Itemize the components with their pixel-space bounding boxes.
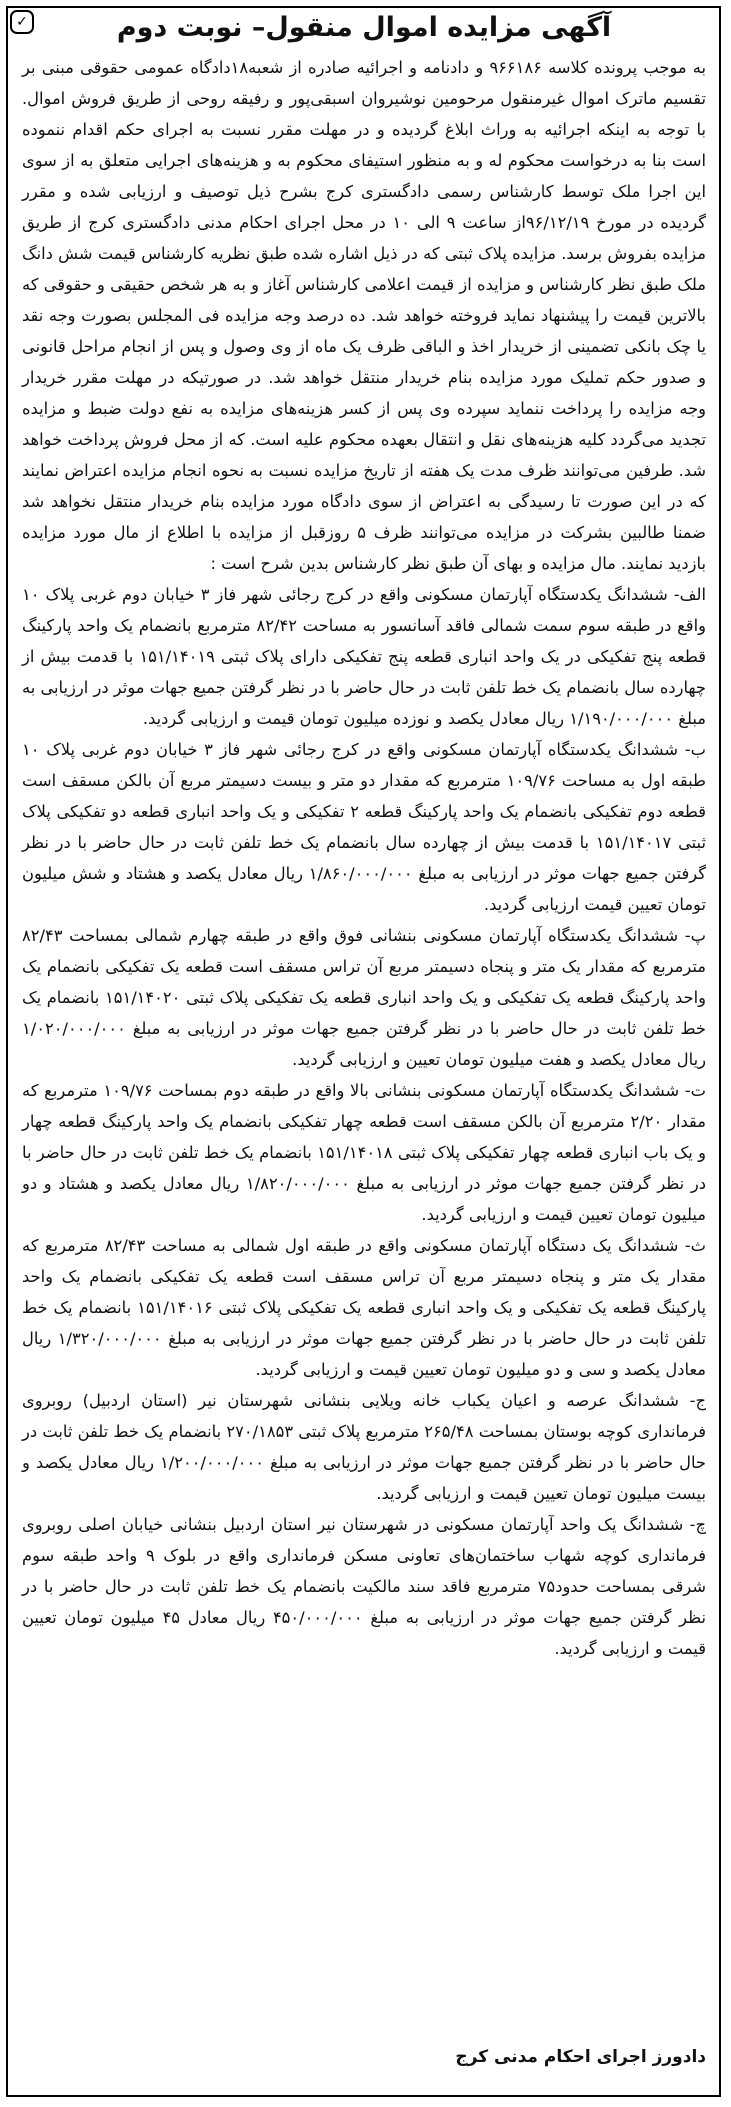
property-item-se: ث- ششدانگ یک دستگاه آپارتمان مسکونی واقع در طبقه اول شمالی به مساحت ۸۲/۴۳ مترمربع که مقدار یک متر و پنجاه دسیمتر مربع آن تراس مسقف است قطعه یک تفکیکی بانضمام یک واحد پارکینگ قطعه یک تفکیکی و یک واحد انباری قطعه یک تفکیکی پلاک ثبتی ۱۵۱/۱۴۰۱۶ بانضمام یک خط تلفن ثابت در حال حاضر با در نظر گرفتن جمیع جهات موثر در ارزیابی به مبلغ ۱/۳۲۰/۰۰۰/۰۰۰ ریال معادل یکصد و سی و دو میلیون تومان تعیین قیمت و ارزیابی گردید. <box>22 1236 706 1379</box>
property-list <box>22 579 706 1664</box>
notice-intro-paragraph: به موجب پرونده کلاسه ۹۶۶۱۸۶ و دادنامه و اجرائیه صادره از شعبه۱۸دادگاه عمومی حقوقی مبنی بر تقسیم ماترک اموال غیرمنقول مرحومین نوشیروان اسبقی‌پور و رفیقه روحی از طریق فروش اموال. با توجه به اینکه اجرائیه به وراث ابلاغ گردیده و در مهلت مقرر نسبت به اجرای حکم اقدام ننموده است بنا به درخواست محکوم له و به منظور استیفای محکوم به و هزینه‌های اجرایی متعلق به از سوی این اجرا ملک توسط کارشناس رسمی دادگستری کرج بشرح ذیل توصیف و ارزیابی شده و مقرر گردیده در مورخ ۹۶/۱۲/۱۹از ساعت ۹ الی ۱۰ در محل اجرای احکام مدنی دادگستری کرج از طریق مزایده بفروش برسد. مزایده پلاک ثبتی که در ذیل اشاره شده طبق نظریه کارشناس قیمت شش دانگ ملک طبق نظر کارشناس و مزایده از قیمت اعلامی کارشناس آغاز و به هر شخص حقیقی و حقوقی که بالاترین قیمت را پیشنهاد نماید فروخته خواهد شد. ده درصد وجه مزایده فی المجلس بصورت وجه نقد یا چک بانکی تضمینی از خریدار اخذ و الباقی ظرف یک ماه از وی وصول و پس از انجام مراحل قانونی و صدور حکم تملیک مورد مزایده بنام خریدار منتقل خواهد شد. در صورتیکه در مهلت مقرر خریدار وجه مزایده را پرداخت ننماید سپرده وی پس از کسر هزینه‌های مزایده به نفع دولت ضبط و مزایده تجدید می‌گردد کلیه هزینه‌های نقل و انتقال بعهده محکوم علیه است. که از محل فروش پرداخت خواهد شد. طرفین می‌توانند ظرف مدت یک هفته از تاریخ مزایده نسبت به نحوه انجام مزایده اعتراض نمایند که در این صورت تا رسیدگی به اعتراض از سوی دادگاه مورد مزایده بنام خریدار منتقل نخواهد شد ضمنا طالبین بشرکت در مزایده می‌توانند ظرف ۵ روزقبل از مزایده با اطلاع از مال مورد مزایده بازدید نمایند. مال مزایده و بهای آن طبق نظر کارشناس بدین شرح است : <box>22 58 706 573</box>
notice-title: آگهی مزایده اموال منقول– نوبت دوم <box>116 12 612 43</box>
notice-content <box>22 6 706 1664</box>
property-item-jim: ج- ششدانگ عرصه و اعیان یکباب خانه ویلایی بنشانی شهرستان نیر (استان اردبیل) روبروی فرمانداری کوچه بوستان بمساحت ۲۶۵/۴۸ مترمربع پلاک ثبتی ۲۷۰/۱۸۵۳ بانضمام یک خط تلفن ثابت در حال حاضر با در نظر گرفتن جمیع جهات موثر در ارزیابی به مبلغ ۱/۲۰۰/۰۰۰/۰۰۰ ریال معادل یکصد و بیست میلیون تومان تعیین قیمت و ارزیابی گردید. <box>22 1391 706 1503</box>
property-item-pe: پ- ششدانگ یکدستگاه آپارتمان مسکونی بنشانی فوق واقع در طبقه چهارم شمالی بمساحت ۸۲/۴۳ مترمربع که مقدار یک متر و پنجاه دسیمتر مربع آن تراس مسقف است قطعه یک تفکیکی بانضمام یک واحد پارکینگ قطعه یک تفکیکی و یک واحد انباری قطعه یک تفکیکی پلاک ثبتی ۱۵۱/۱۴۰۲۰ بانضمام یک خط تلفن ثابت در حال حاضر با در نظر گرفتن جمیع جهات موثر در ارزیابی به مبلغ ۱/۰۲۰/۰۰۰/۰۰۰ ریال معادل یکصد و هفت میلیون تومان تعیین و ارزیابی گردید. <box>22 926 706 1069</box>
notice-body <box>22 52 706 1664</box>
check-mark-icon: ✓ <box>10 10 34 34</box>
property-item-che: چ- ششدانگ یک واحد آپارتمان مسکونی در شهرستان نیر استان اردبیل بنشانی خیابان اصلی روبروی فرمانداری کوچه شهاب ساختمان‌های تعاونی مسکن فرمانداری واقع در بلوک ۹ واحد طبقه سوم شرقی بمساحت حدود۷۵ مترمربع فاقد سند مالکیت بانضمام یک خط تلفن ثابت در حال حاضر با در نظر گرفتن جمیع جهات موثر در ارزیابی به مبلغ ۴۵۰/۰۰۰/۰۰۰ ریال معادل ۴۵ میلیون تومان تعیین قیمت و ارزیابی گردید. <box>22 1515 706 1658</box>
property-item-be: ب- ششدانگ یکدستگاه آپارتمان مسکونی واقع در کرج رجائی شهر فاز ۳ خیابان دوم غربی پلاک ۱۰ طبقه اول به مساحت ۱۰۹/۷۶ مترمربع که مقدار دو متر و بیست دسیمتر مربع آن بالکن مسقف است قطعه دوم تفکیکی بانضمام یک واحد پارکینگ قطعه ۲ تفکیکی و یک واحد انباری قطعه دو تفکیکی پلاک ثبتی ۱۵۱/۱۴۰۱۷ با قدمت بیش از چهارده سال بانضمام یک خط تلفن ثابت در حال حاضر با در نظر گرفتن جمیع جهات موثر در ارزیابی به مبلغ ۱/۸۶۰/۰۰۰/۰۰۰ ریال معادل یکصد و هشتاد و شش میلیون تومان تعیین قیمت ارزیابی گردید. <box>22 740 706 914</box>
signature-line: دادورز اجرای احکام مدنی کرج <box>455 2047 706 2067</box>
property-item-te: ت- ششدانگ یکدستگاه آپارتمان مسکونی بنشانی بالا واقع در طبقه دوم بمساحت ۱۰۹/۷۶ مترمربع که مقدار ۲/۲۰ مترمربع آن بالکن مسقف است قطعه چهار تفکیکی بانضمام یک واحد پارکینگ قطعه چهار و یک باب انباری قطعه چهار تفکیکی پلاک ثبتی ۱۵۱/۱۴۰۱۸ بانضمام یک خط تلفن ثابت در حال حاضر با در نظر گرفتن جمیع جهات موثر در ارزیابی به مبلغ ۱/۸۲۰/۰۰۰/۰۰۰ ریال معادل یکصد و هشتاد و دو میلیون تومان تعیین قیمت و ارزیابی گردید. <box>22 1081 706 1224</box>
property-item-alef: الف- ششدانگ یکدستگاه آپارتمان مسکونی واقع در کرج رجائی شهر فاز ۳ خیابان دوم غربی پلاک ۱۰ واقع در طبقه سوم سمت شمالی فاقد آسانسور به مساحت ۸۲/۴۲ مترمربع بانضمام یک واحد پارکینگ قطعه پنج تفکیکی در یک واحد انباری قطعه پنج تفکیکی دارای پلاک ثبتی ۱۵۱/۱۴۰۱۹ با قدمت بیش از چهارده سال بانضمام یک خط تلفن ثابت در حال حاضر با در نظر گرفتن جمیع جهات موثر در ارزیابی به مبلغ ۱/۱۹۰/۰۰۰/۰۰۰ ریال معادل یکصد و نوزده میلیون تومان قیمت و ارزیابی گردید. <box>22 585 706 728</box>
